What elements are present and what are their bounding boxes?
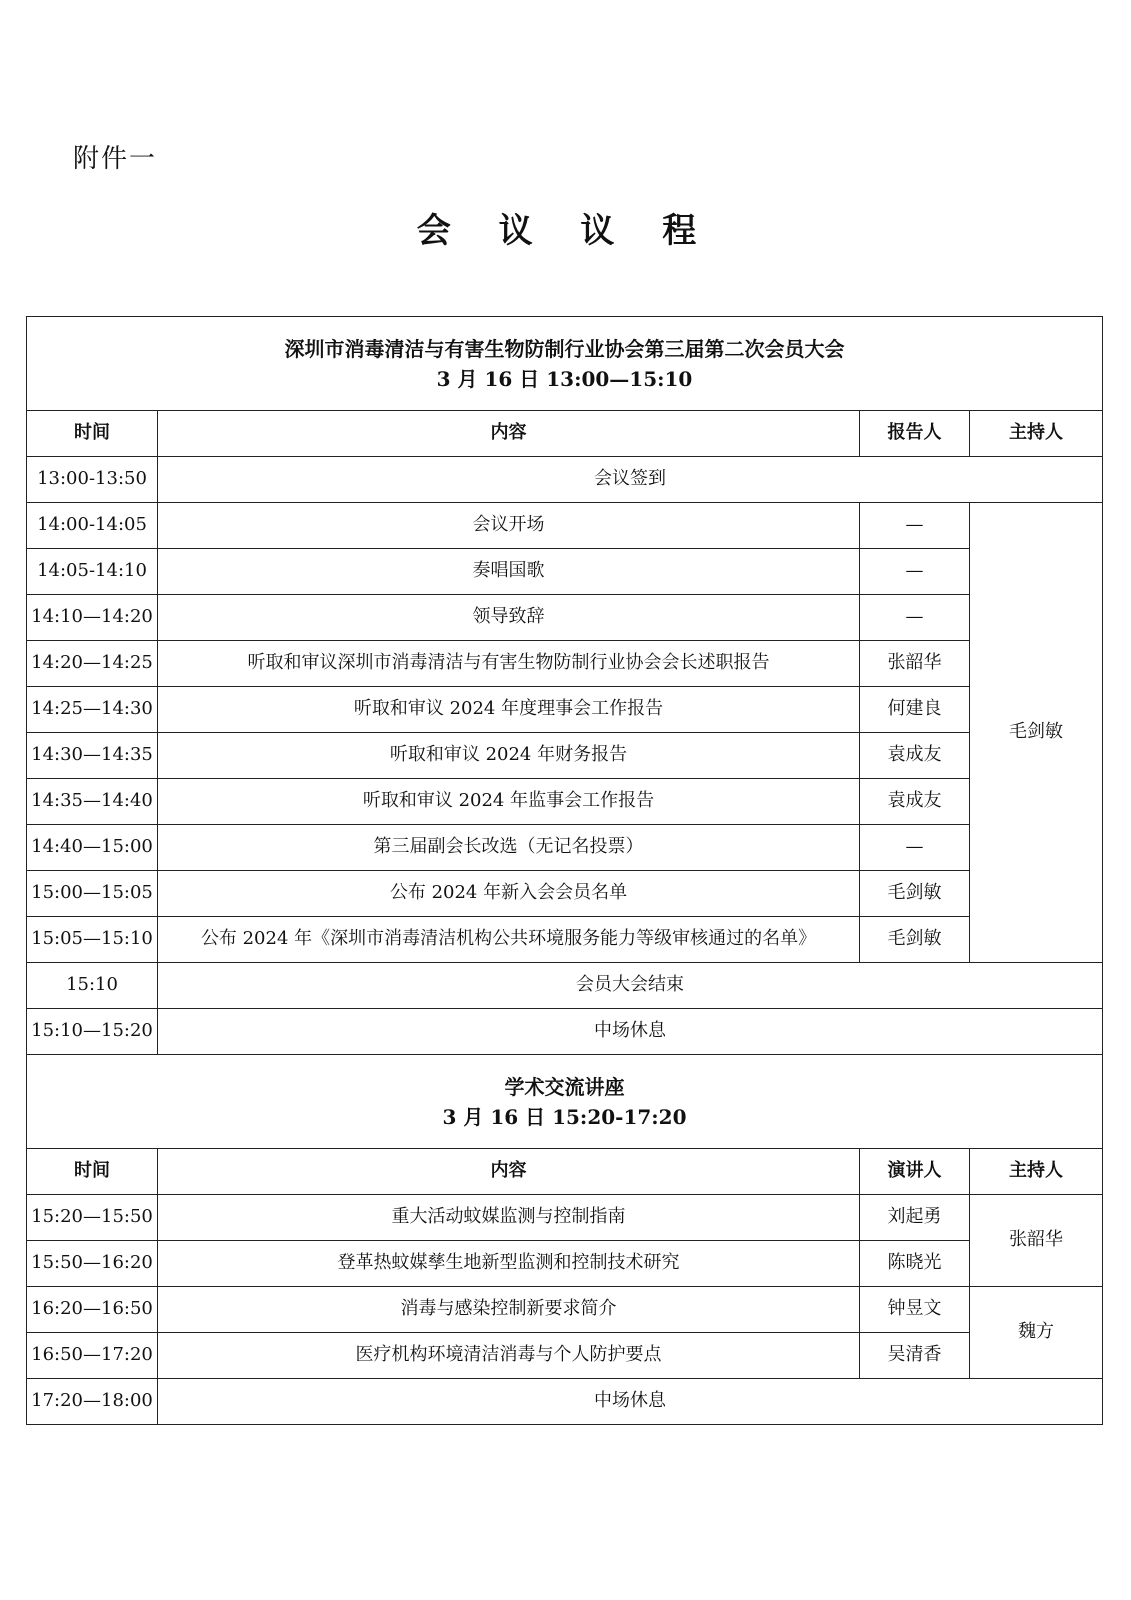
content-cell: 听取和审议 2024 年监事会工作报告 (158, 779, 860, 825)
table-row (27, 1195, 1103, 1241)
table-row (27, 1009, 1103, 1055)
time-cell: 15:10 (27, 963, 158, 1009)
content-cell: 第三届副会长改选（无记名投票） (158, 825, 860, 871)
section-title-cell (27, 1055, 1103, 1149)
table-row (27, 779, 1103, 825)
table-row (27, 549, 1103, 595)
time-cell: 14:40—15:00 (27, 825, 158, 871)
reporter-cell: — (860, 595, 970, 641)
content-cell: 会员大会结束 (158, 963, 1103, 1009)
page-title: 会 议 议 程 (416, 211, 715, 251)
content-cell: 听取和审议 2024 年财务报告 (158, 733, 860, 779)
reporter-cell: 袁成友 (860, 733, 970, 779)
table-row (27, 1333, 1103, 1379)
section-name: 深圳市消毒清洁与有害生物防制行业协会第三届第二次会员大会 (284, 336, 845, 361)
table-row (27, 687, 1103, 733)
time-cell: 14:25—14:30 (27, 687, 158, 733)
table-row (27, 1241, 1103, 1287)
time-cell: 15:10—15:20 (27, 1009, 158, 1055)
host-cell: 魏方 (970, 1287, 1103, 1379)
header-host: 主持人 (970, 411, 1103, 457)
time-cell: 14:20—14:25 (27, 641, 158, 687)
time-cell: 14:30—14:35 (27, 733, 158, 779)
section-datetime: 3 月 16 日 15:20-17:20 (442, 1104, 687, 1129)
speaker-cell: 钟昱文 (860, 1287, 970, 1333)
reporter-cell: 袁成友 (860, 779, 970, 825)
header-time: 时间 (27, 411, 158, 457)
time-cell: 14:35—14:40 (27, 779, 158, 825)
content-cell: 会议签到 (158, 457, 1103, 503)
content-cell: 会议开场 (158, 503, 860, 549)
time-cell: 15:05—15:10 (27, 917, 158, 963)
reporter-cell: — (860, 825, 970, 871)
table-row (27, 457, 1103, 503)
header-host: 主持人 (970, 1149, 1103, 1195)
time-cell: 14:00-14:05 (27, 503, 158, 549)
agenda-table (26, 316, 1103, 1425)
content-cell: 重大活动蚊媒监测与控制指南 (158, 1195, 860, 1241)
table-row (27, 1379, 1103, 1425)
column-header-row (27, 1149, 1103, 1195)
content-cell: 奏唱国歌 (158, 549, 860, 595)
content-cell: 中场休息 (158, 1379, 1103, 1425)
section-header (27, 317, 1103, 411)
content-cell: 中场休息 (158, 1009, 1103, 1055)
reporter-cell: 毛剑敏 (860, 871, 970, 917)
section-name: 学术交流讲座 (504, 1074, 625, 1099)
time-cell: 16:20—16:50 (27, 1287, 158, 1333)
table-row (27, 641, 1103, 687)
content-cell: 听取和审议 2024 年度理事会工作报告 (158, 687, 860, 733)
time-cell: 15:00—15:05 (27, 871, 158, 917)
attachment-label: 附件一 (73, 144, 158, 174)
content-cell: 登革热蚊媒孳生地新型监测和控制技术研究 (158, 1241, 860, 1287)
column-header-row (27, 411, 1103, 457)
header-reporter: 报告人 (860, 411, 970, 457)
header-speaker: 演讲人 (860, 1149, 970, 1195)
table-row (27, 1287, 1103, 1333)
table-row (27, 733, 1103, 779)
speaker-cell: 吴清香 (860, 1333, 970, 1379)
reporter-cell: 毛剑敏 (860, 917, 970, 963)
host-cell: 毛剑敏 (970, 503, 1103, 963)
section-datetime: 3 月 16 日 13:00—15:10 (436, 366, 693, 391)
speaker-cell: 刘起勇 (860, 1195, 970, 1241)
content-cell: 公布 2024 年《深圳市消毒清洁机构公共环境服务能力等级审核通过的名单》 (158, 917, 860, 963)
reporter-cell: — (860, 549, 970, 595)
table-row (27, 503, 1103, 549)
section-title-cell (27, 317, 1103, 411)
time-cell: 14:05-14:10 (27, 549, 158, 595)
table-row (27, 595, 1103, 641)
content-cell: 听取和审议深圳市消毒清洁与有害生物防制行业协会会长述职报告 (158, 641, 860, 687)
reporter-cell: — (860, 503, 970, 549)
content-cell: 公布 2024 年新入会会员名单 (158, 871, 860, 917)
time-cell: 15:20—15:50 (27, 1195, 158, 1241)
time-cell: 14:10—14:20 (27, 595, 158, 641)
time-cell: 13:00-13:50 (27, 457, 158, 503)
header-content: 内容 (158, 1149, 860, 1195)
content-cell: 领导致辞 (158, 595, 860, 641)
table-row (27, 917, 1103, 963)
reporter-cell: 何建良 (860, 687, 970, 733)
table-row (27, 825, 1103, 871)
host-cell: 张韶华 (970, 1195, 1103, 1287)
section-header (27, 1055, 1103, 1149)
time-cell: 15:50—16:20 (27, 1241, 158, 1287)
speaker-cell: 陈晓光 (860, 1241, 970, 1287)
reporter-cell: 张韶华 (860, 641, 970, 687)
header-content: 内容 (158, 411, 860, 457)
time-cell: 17:20—18:00 (27, 1379, 158, 1425)
table-row (27, 963, 1103, 1009)
time-cell: 16:50—17:20 (27, 1333, 158, 1379)
content-cell: 医疗机构环境清洁消毒与个人防护要点 (158, 1333, 860, 1379)
table-row (27, 871, 1103, 917)
content-cell: 消毒与感染控制新要求简介 (158, 1287, 860, 1333)
header-time: 时间 (27, 1149, 158, 1195)
